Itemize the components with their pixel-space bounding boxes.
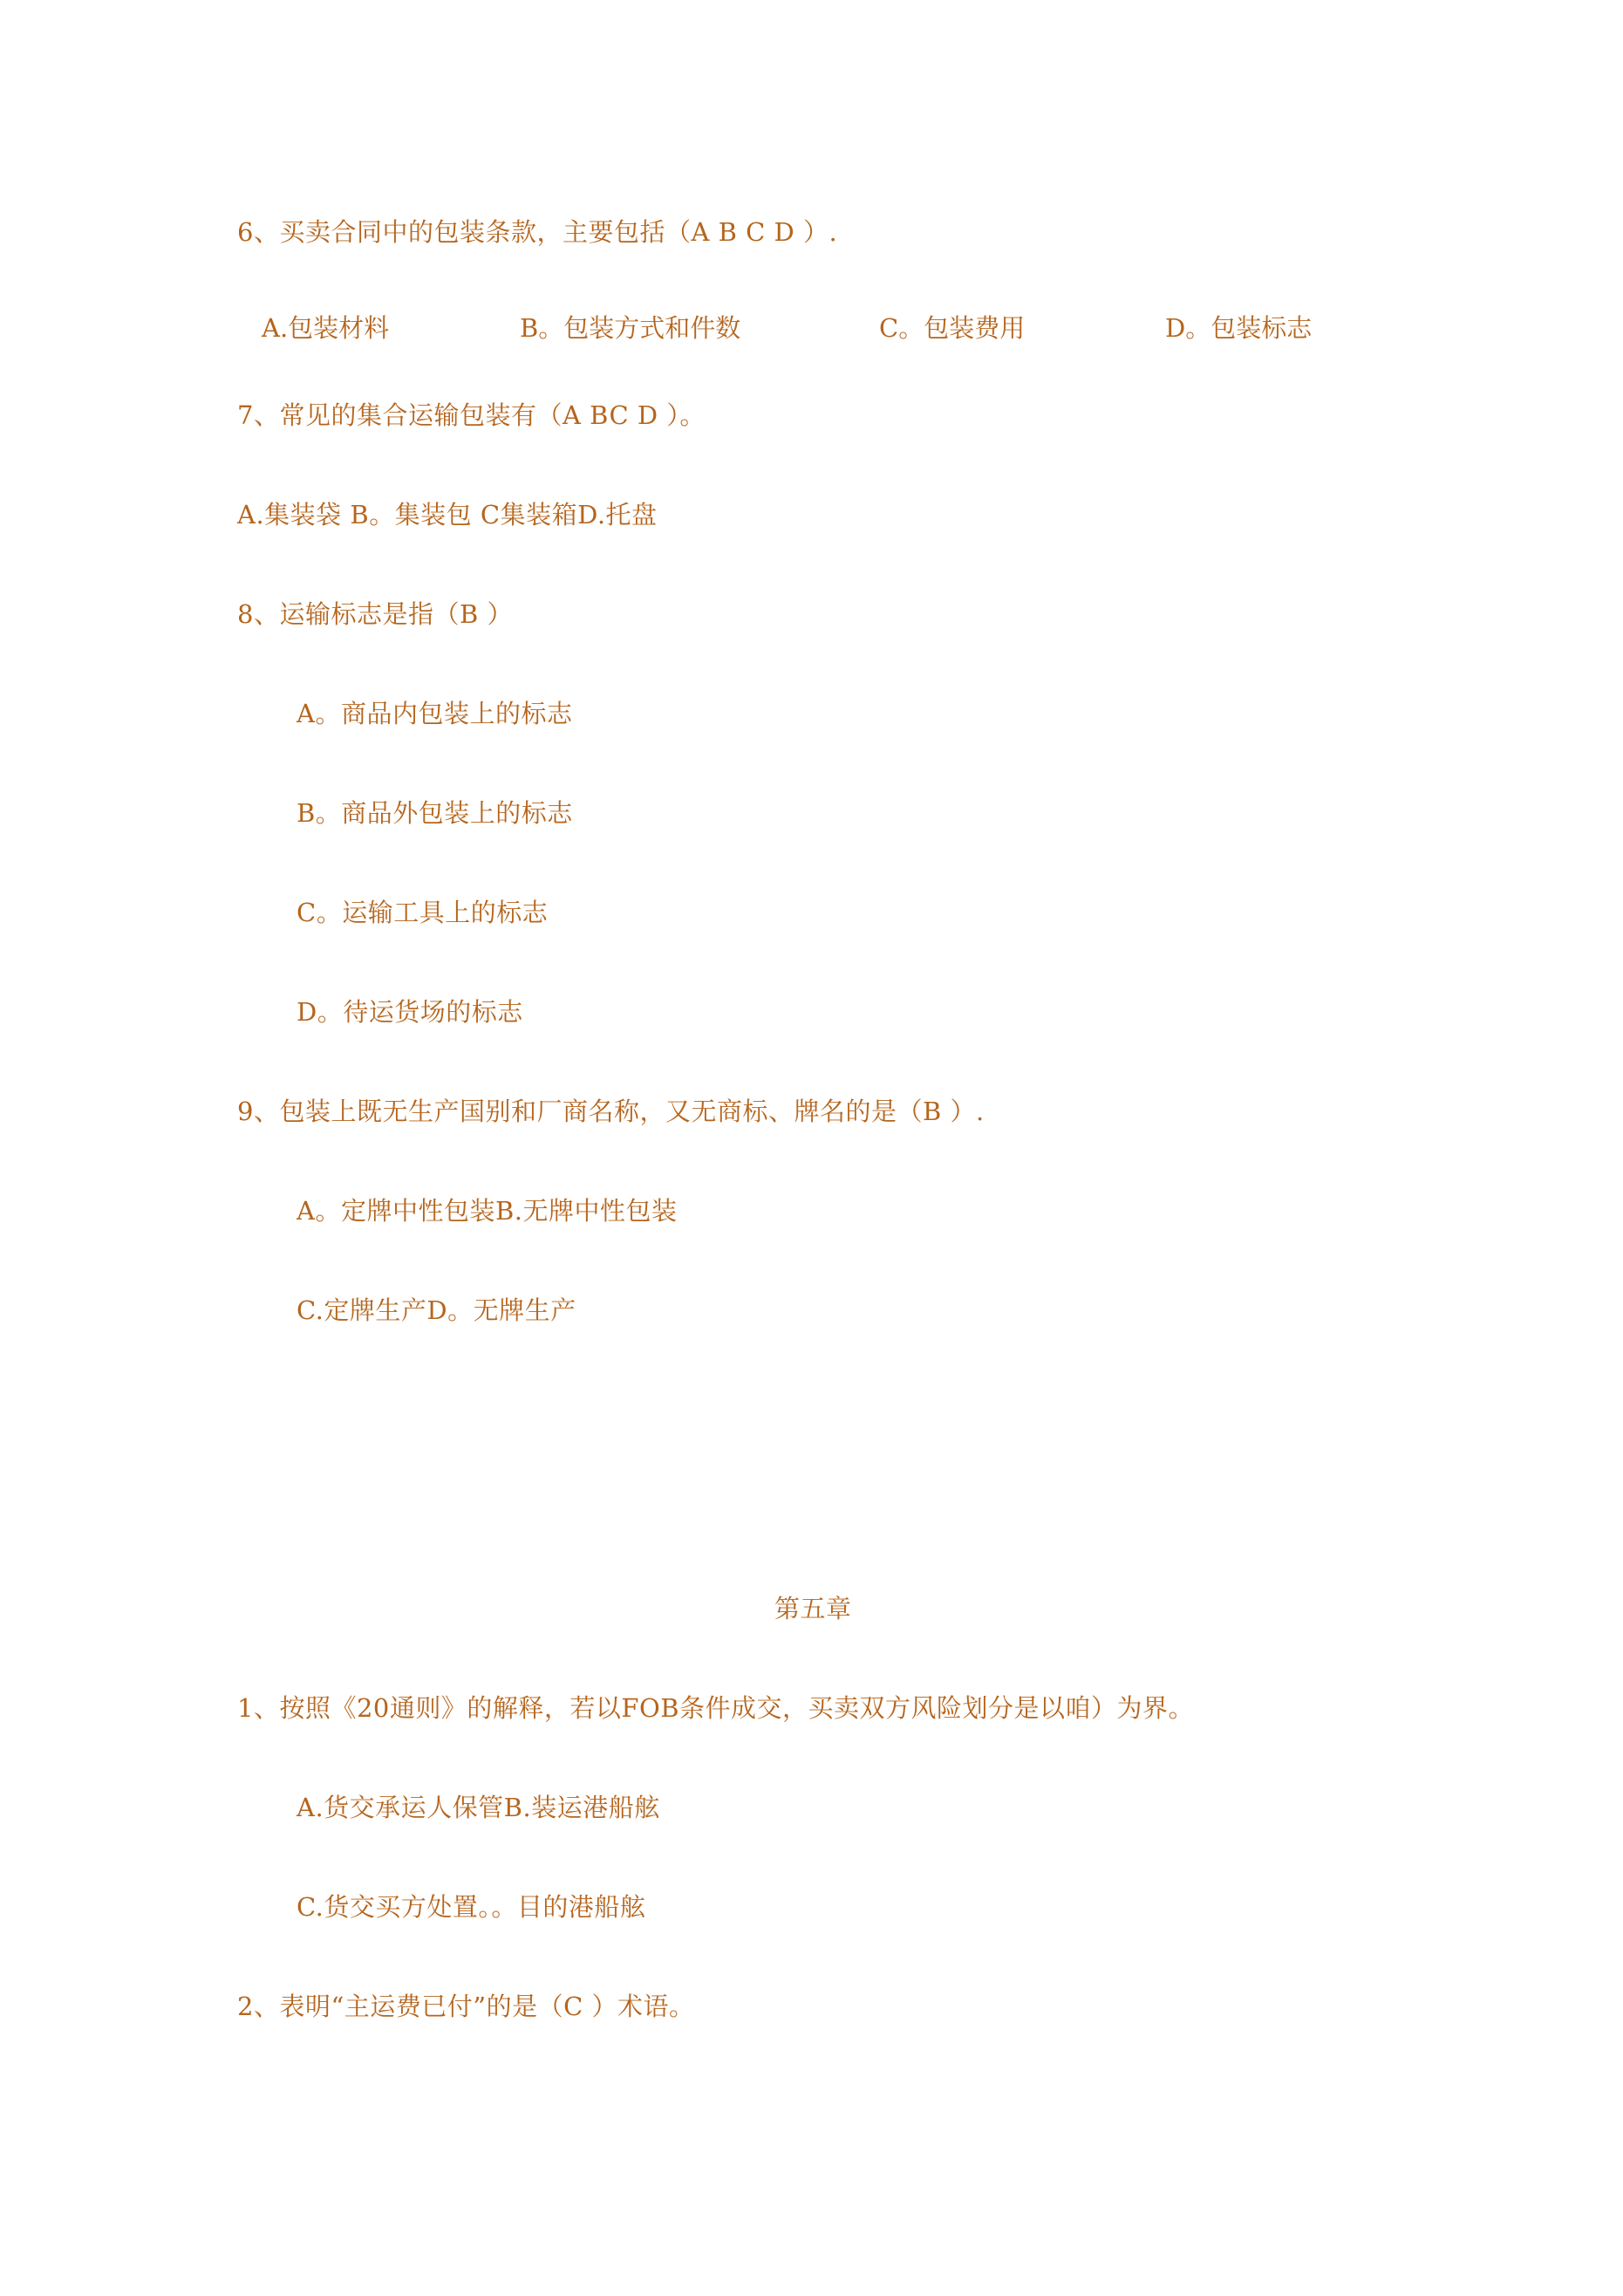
question-8-option-c: C。运输工具上的标志	[297, 898, 549, 927]
question-6-option-c: C。包装费用	[879, 313, 1026, 343]
chapter-title: 第五章	[774, 1594, 852, 1623]
question-8-option-d: D。待运货场的标志	[297, 997, 523, 1027]
question-6-option-a: A.包装材料	[262, 313, 390, 343]
chapter5-question-1-stem: 1、按照《20通则》的解释，若以FOB条件成交，买卖双方风险划分是以咱）为界。	[237, 1693, 1195, 1723]
question-6-stem: 6、买卖合同中的包装条款，主要包括（A B C D ）.	[237, 217, 838, 247]
chapter5-question-1-options-line-2: C.货交买方处置。。目的港船舷	[297, 1892, 646, 1922]
question-7-stem: 7、常见的集合运输包装有（A BC D ）。	[237, 400, 706, 430]
question-9-options-line-2: C.定牌生产D。无牌生产	[297, 1295, 576, 1325]
question-8-stem: 8、运输标志是指（B ）	[237, 599, 513, 629]
question-6-option-b: B。包装方式和件数	[520, 313, 741, 343]
question-8-option-a: A。商品内包装上的标志	[297, 699, 573, 728]
question-9-stem: 9、包装上既无生产国别和厂商名称，又无商标、牌名的是（B ）.	[237, 1097, 985, 1126]
chapter5-question-1-options-line-1: A.货交承运人保管B.装运港船舷	[297, 1793, 660, 1822]
question-8-option-b: B。商品外包装上的标志	[297, 798, 573, 828]
question-9-options-line-1: A。定牌中性包装B.无牌中性包装	[297, 1196, 678, 1226]
question-7-options: A.集装袋 B。集装包 C集装箱D.托盘	[237, 500, 658, 530]
chapter5-question-2-stem: 2、表明“主运费已付”的是（C ）术语。	[237, 1992, 695, 2021]
question-6-options	[262, 312, 1395, 347]
question-6-option-d: D。包装标志	[1165, 313, 1313, 343]
